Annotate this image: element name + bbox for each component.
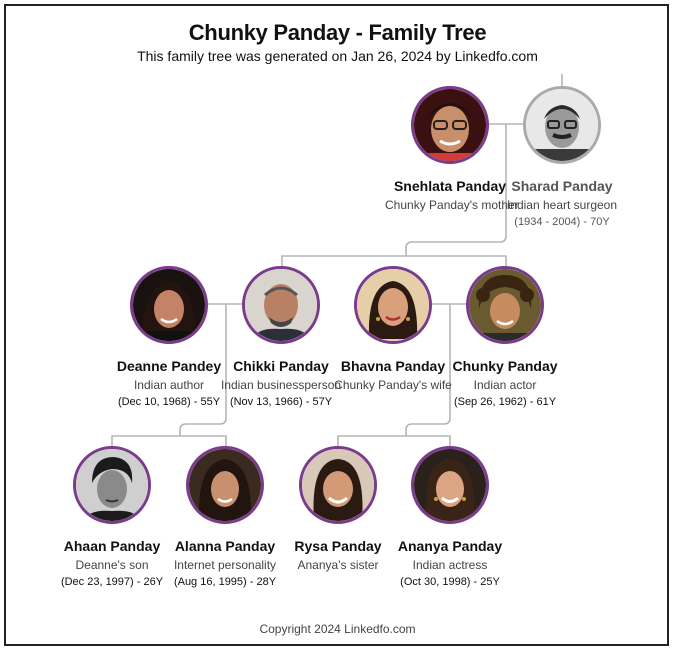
person-dates: (1934 - 2004) - 70Y <box>514 216 610 228</box>
page-title: Chunky Panday - Family Tree <box>188 20 487 45</box>
connector-chikki-kids-bar <box>112 436 226 446</box>
person-dates: (Dec 10, 1968) - 55Y <box>117 396 221 408</box>
avatar <box>242 266 320 344</box>
person-description: Indian businessperson <box>220 378 342 392</box>
copyright-footer: Copyright 2024 Linkedfo.com <box>259 622 416 636</box>
person-name: Rysa Panday <box>294 538 382 554</box>
person-rysa[interactable] <box>273 446 403 572</box>
person-description: Deanne's son <box>75 558 149 572</box>
person-name: Chikki Panday <box>233 358 329 374</box>
avatar <box>354 266 432 344</box>
avatar <box>73 446 151 524</box>
person-deanne[interactable] <box>104 266 234 408</box>
page-subtitle: This family tree was generated on Jan 26, 2024 by Linkedfo.com <box>137 48 538 64</box>
person-ananya[interactable] <box>385 446 515 588</box>
person-description: Internet personality <box>173 558 277 572</box>
person-chikki[interactable] <box>216 266 346 408</box>
person-description: Ananya's sister <box>297 558 379 572</box>
person-name: Bhavna Panday <box>340 358 446 374</box>
person-description: Indian actress <box>412 558 488 572</box>
avatar <box>523 86 601 164</box>
person-name: Alanna Panday <box>174 538 276 554</box>
avatar <box>411 86 489 164</box>
avatar <box>130 266 208 344</box>
person-snehlata[interactable] <box>385 86 519 212</box>
person-ahaan[interactable] <box>47 446 177 588</box>
person-description: Indian author <box>133 378 205 392</box>
person-name: Chunky Panday <box>452 358 558 374</box>
person-description: Chunky Panday's mother <box>385 198 519 212</box>
avatar <box>411 446 489 524</box>
person-dates: (Sep 26, 1962) - 61Y <box>453 396 557 408</box>
person-bhavna[interactable] <box>328 266 458 392</box>
avatar <box>186 446 264 524</box>
person-name: Sharad Panday <box>511 178 613 194</box>
person-dates: (Nov 13, 1966) - 57Y <box>229 396 333 408</box>
avatar <box>466 266 544 344</box>
person-description: Chunky Panday's wife <box>334 378 452 392</box>
person-chunky[interactable] <box>440 266 570 408</box>
connector-chunky-kids-bar <box>338 436 450 446</box>
person-dates: (Oct 30, 1998) - 25Y <box>400 576 500 588</box>
person-alanna[interactable] <box>160 446 290 588</box>
avatar <box>299 446 377 524</box>
person-name: Ananya Panday <box>397 538 503 554</box>
person-sharad[interactable] <box>497 86 627 228</box>
person-name: Snehlata Panday <box>393 178 507 194</box>
person-name: Ahaan Panday <box>63 538 161 554</box>
connector-sibling-bar <box>282 256 506 266</box>
person-description: Indian heart surgeon <box>506 198 618 212</box>
person-name: Deanne Pandey <box>116 358 222 374</box>
person-dates: (Aug 16, 1995) - 28Y <box>173 576 277 588</box>
person-dates: (Dec 23, 1997) - 26Y <box>60 576 164 588</box>
person-description: Indian actor <box>473 378 537 392</box>
